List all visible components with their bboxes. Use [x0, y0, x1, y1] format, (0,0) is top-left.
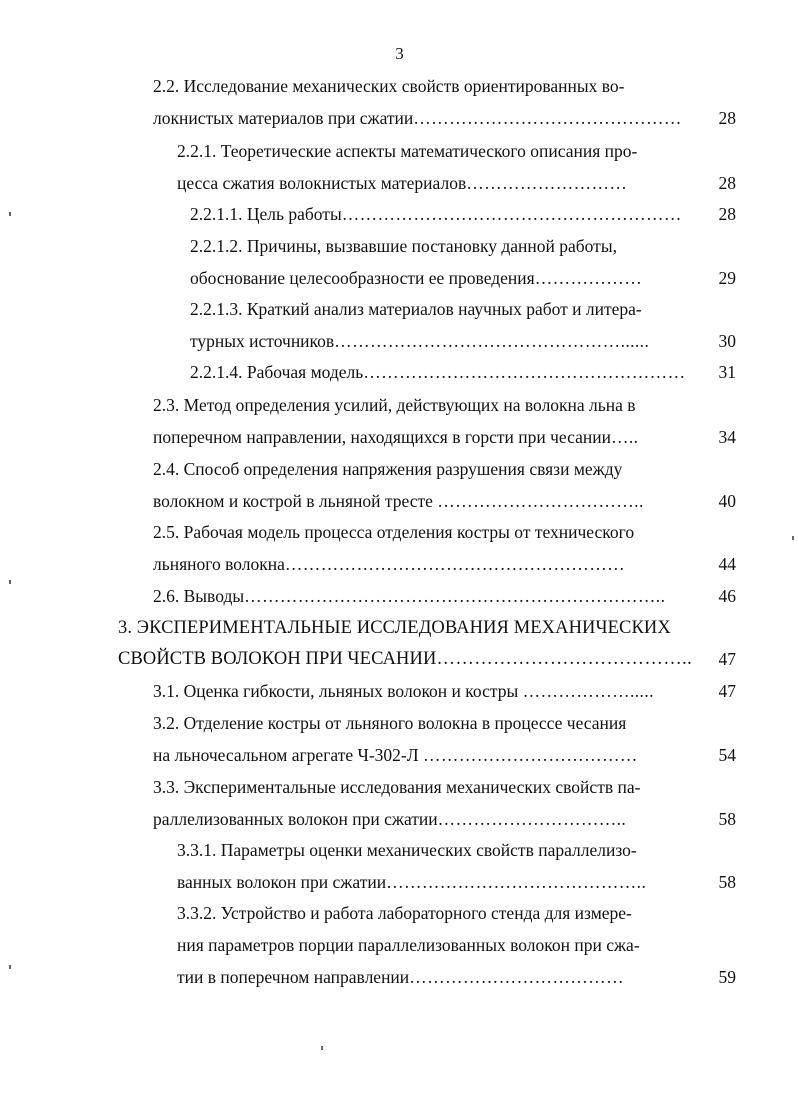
toc-entry-3-3-1-page: 58: [718, 872, 736, 892]
toc-entry-2-6-line-1: 2.6. Выводы……………………………………………………………..: [153, 586, 666, 606]
toc-entry-2-4-line-1: 2.4. Способ определения напряжения разрушения связи между: [153, 459, 623, 479]
toc-entry-3-3-line-1: 3.3. Экспериментальные исследования механических свойств па-: [153, 777, 641, 797]
toc-entry-2-5-page: 44: [718, 554, 736, 574]
scan-speck: [9, 212, 11, 216]
leader-dots: ……………………………………………………………..: [244, 586, 666, 606]
leader-dots: ……………………………………..: [386, 872, 647, 892]
toc-entry-2-2-page: 28: [718, 108, 736, 128]
toc-entry-2-3-page: 34: [718, 427, 736, 447]
leader-dots: …………………………………………………: [341, 204, 682, 224]
toc-chapter-3-page: 47: [718, 649, 736, 669]
toc-entry-3-3-1-line-2: ванных волокон при сжатии……………………………………..: [177, 872, 647, 892]
toc-entry-3-2-line-1: 3.2. Отделение костры от льняного волокна в процессе чесания: [153, 713, 627, 733]
toc-entry-2-2-1-3-line-2: турных источников…………………………………………......: [190, 331, 650, 351]
scan-speck: [9, 965, 11, 969]
toc-entry-2-2-1-1-line-1: 2.2.1.1. Цель работы…………………………………………………: [190, 204, 682, 224]
toc-entry-3-3-2-line-1: 3.3.2. Устройство и работа лабораторного стенда для измере-: [177, 903, 632, 923]
toc-entry-2-2-1-3-line-1: 2.2.1.3. Краткий анализ материалов научных работ и литера-: [190, 299, 642, 319]
toc-entry-2-2-1-line-1: 2.2.1. Теоретические аспекты математического описания про-: [177, 141, 638, 161]
toc-entry-3-3-2-line-3: тии в поперечном направлении………………………………: [177, 967, 624, 987]
toc-entry-2-4-page: 40: [718, 491, 736, 511]
toc-entry-2-2-1-line-2: цесса сжатия волокнистых материалов………………………: [177, 173, 628, 193]
leader-dots: …………………………..: [437, 809, 627, 829]
scan-speck: [321, 1046, 323, 1050]
toc-entry-3-3-line-2: раллелизованных волокон при сжатии…………………………..: [153, 809, 627, 829]
leader-dots: ………………………………………………: [363, 362, 686, 382]
toc-entry-2-5-line-2: льняного волокна…………………………………………………: [153, 554, 626, 574]
toc-chapter-3-line-1: 3. ЭКСПЕРИМЕНТАЛЬНЫЕ ИССЛЕДОВАНИЯ МЕХАНИЧЕСКИХ: [118, 618, 671, 638]
leader-dots: …………………………………………………: [284, 554, 626, 574]
toc-entry-3-3-page: 58: [718, 809, 736, 829]
leader-dots: ……………….....: [522, 681, 654, 701]
toc-entry-2-6-page: 46: [718, 586, 736, 606]
page-number: 3: [395, 44, 404, 63]
toc-entry-3-2-line-2: на льночесальном агрегате Ч-302-Л ………………………………: [153, 745, 638, 765]
toc-entry-3-3-2-line-2: ния параметров порции параллелизованных волокон при сжа-: [177, 935, 640, 955]
leader-dots: …..: [610, 427, 639, 447]
leader-dots: ……………………………..: [437, 491, 644, 511]
toc-entry-2-2-1-4-page: 31: [718, 362, 736, 382]
toc-entry-2-3-line-1: 2.3. Метод определения усилий, действующих на волокна льна в: [153, 395, 636, 415]
toc-entry-2-2-1-page: 28: [718, 173, 736, 193]
toc-entry-2-2-1-2-line-2: обоснование целесообразности ее проведения………………: [190, 268, 643, 288]
leader-dots: ………………………………: [409, 967, 624, 987]
toc-entry-2-2-line-2: локнистых материалов при сжатии………………………………………: [153, 108, 682, 128]
toc-entry-2-2-1-2-line-1: 2.2.1.2. Причины, вызвавшие постановку данной работы,: [190, 236, 617, 256]
scan-speck: [9, 580, 11, 584]
leader-dots: ………………………………: [423, 745, 638, 765]
leader-dots: ………………………………………: [413, 108, 682, 128]
toc-entry-3-3-1-line-1: 3.3.1. Параметры оценки механических свойств параллелизо-: [177, 840, 637, 860]
toc-chapter-3-line-2: СВОЙСТВ ВОЛОКОН ПРИ ЧЕСАНИИ…………………………………..: [118, 649, 693, 669]
leader-dots: …………………………………………......: [334, 331, 650, 351]
toc-entry-2-2-1-3-page: 30: [718, 331, 736, 351]
toc-entry-2-2-1-4-line-1: 2.2.1.4. Рабочая модель………………………………………………: [190, 362, 686, 382]
leader-dots: ………………: [534, 268, 643, 288]
toc-entry-2-2-1-1-page: 28: [718, 204, 736, 224]
toc-entry-2-2-line-1: 2.2. Исследование механических свойств ориентированных во-: [153, 76, 625, 96]
toc-entry-2-4-line-2: волокном и кострой в льняной тресте ……………………………..: [153, 491, 644, 511]
leader-dots: …………………………………..: [436, 649, 693, 669]
toc-entry-3-1-page: 47: [718, 681, 736, 701]
toc-entry-2-3-line-2: поперечном направлении, находящихся в горсти при чесании…..: [153, 427, 639, 447]
scan-speck: [792, 536, 794, 540]
toc-entry-2-2-1-2-page: 29: [718, 268, 736, 288]
leader-dots: ………………………: [466, 173, 628, 193]
toc-entry-2-5-line-1: 2.5. Рабочая модель процесса отделения костры от технического: [153, 522, 635, 542]
toc-entry-3-2-page: 54: [718, 745, 736, 765]
toc-entry-3-1-line-1: 3.1. Оценка гибкости, льняных волокон и костры ……………….....: [153, 681, 654, 701]
toc-entry-3-3-2-page: 59: [718, 967, 736, 987]
